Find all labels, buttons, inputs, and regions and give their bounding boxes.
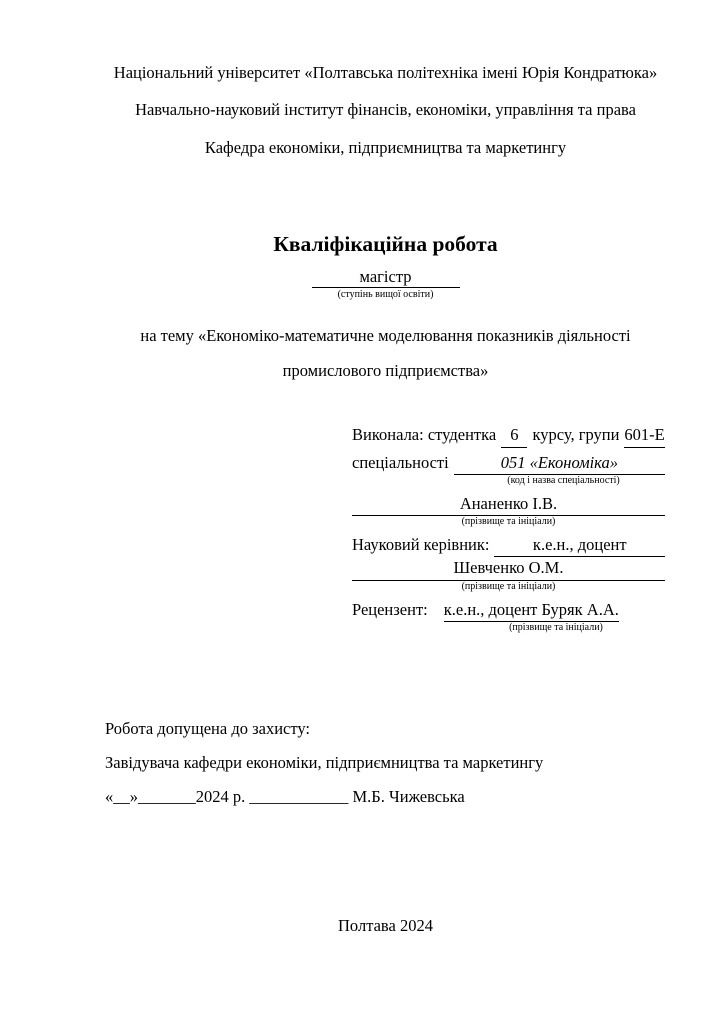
degree-note: (ступінь вищої освіти) <box>337 288 434 300</box>
specialty-label: спеціальності <box>352 452 449 472</box>
supervisor-line <box>352 534 665 557</box>
approval-line-3: «__»_______2024 р. ____________ М.Б. Чижевська <box>105 787 465 807</box>
degree-row <box>105 267 666 288</box>
specialty-line <box>352 452 665 475</box>
author-note: (прізвище та ініціали) <box>461 516 556 528</box>
degree-value: магістр <box>312 267 460 288</box>
reviewer-label: Рецензент: <box>352 599 428 619</box>
work-title: Кваліфікаційна робота <box>273 231 498 256</box>
department-name: Кафедра економіки, підприємництва та маркетингу <box>204 137 567 157</box>
supervisor-name-line: Шевченко О.М. <box>352 557 665 580</box>
supervisor-label: Науковий керівник: <box>352 535 490 555</box>
supervisor-note: (прізвище та ініціали) <box>461 580 556 592</box>
approval-line-1: Робота допущена до захисту: <box>105 718 310 738</box>
performed-line <box>352 424 665 447</box>
header-block <box>105 62 666 159</box>
reviewer-note: (прізвище та ініціали) <box>509 621 603 633</box>
specialty-note: (код і назва спеціальності) <box>507 474 620 486</box>
performed-prefix: Виконала: студентка <box>352 425 497 445</box>
course-value: 6 <box>501 424 527 447</box>
group-value: 601-Е <box>624 424 664 447</box>
topic-line-2: промислового підприємства» <box>282 361 489 381</box>
specialty-value: 051 «Економіка» <box>454 452 665 475</box>
institute-name: Навчально-науковий інститут фінансів, економіки, управління та права <box>135 100 636 120</box>
author-name-line: Ананенко І.В. <box>352 493 665 516</box>
reviewer-line <box>352 599 665 622</box>
supervisor-degree: к.е.н., доцент <box>494 534 665 557</box>
reviewer-value: к.е.н., доцент Буряк А.А. <box>444 599 619 622</box>
course-suffix: курсу, групи <box>532 425 620 445</box>
university-name: Національний університет «Полтавська політехніка імені Юрія Кондратюка» <box>113 63 658 82</box>
approval-line-2: Завідувача кафедри економіки, підприємництва та маркетингу <box>105 753 544 773</box>
credentials-block <box>352 424 665 634</box>
city-year: Полтава 2024 <box>338 916 433 935</box>
topic-line-1: на тему «Економіко-математичне моделювання показників діяльності <box>140 325 631 345</box>
approval-block <box>105 718 666 809</box>
